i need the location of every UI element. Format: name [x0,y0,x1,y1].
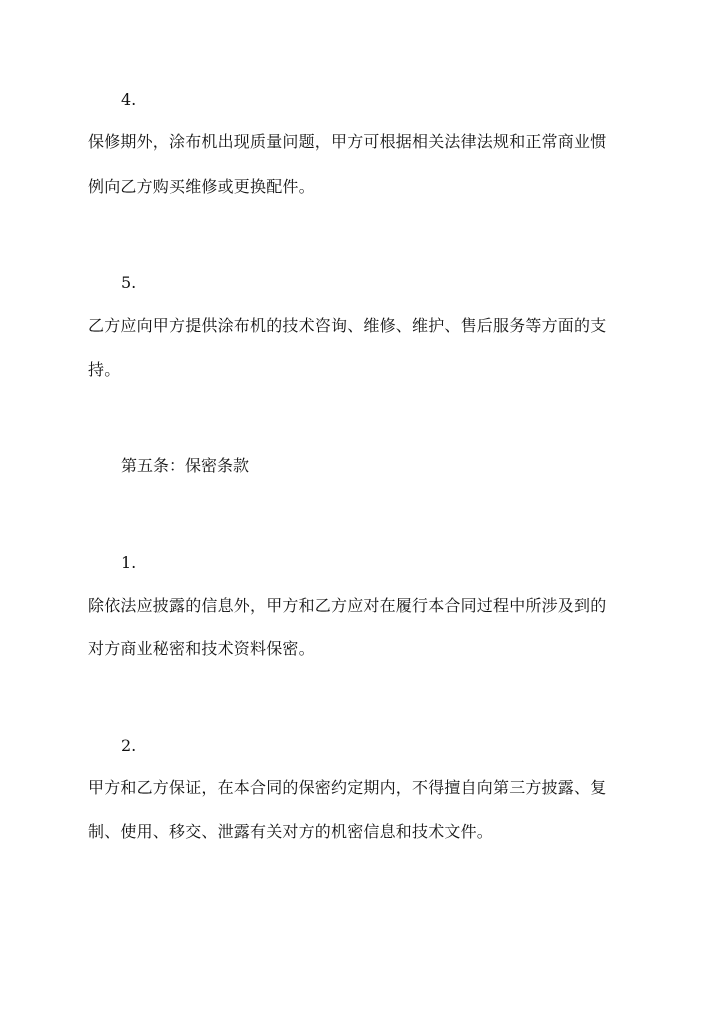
clause-4-line-1: 保修期外，涂布机出现质量问题，甲方可根据相关法律法规和正常商业惯 [88,132,607,151]
clause-4-line-2: 例向乙方购买维修或更换配件。 [88,177,315,196]
confidentiality-item-2-line-1: 甲方和乙方保证，在本合同的保密约定期内，不得擅自向第三方披露、复 [88,778,607,797]
confidentiality-item-2-line-2: 制、使用、移交、泄露有关对方的机密信息和技术文件。 [88,822,494,841]
confidentiality-item-1-line-1: 除依法应披露的信息外，甲方和乙方应对在履行本合同过程中所涉及到的 [88,596,607,615]
confidentiality-item-number-1: 1. [121,553,137,572]
confidentiality-item-number-2: 2. [121,736,137,755]
section-heading: 第五条：保密条款 [121,456,250,475]
clause-number-5: 5. [121,273,137,292]
clause-number-4: 4. [121,90,137,109]
clause-5-line-2: 持。 [88,360,121,379]
confidentiality-item-1-line-2: 对方商业秘密和技术资料保密。 [88,639,315,658]
clause-5-line-1: 乙方应向甲方提供涂布机的技术咨询、维修、维护、售后服务等方面的支 [88,316,607,335]
